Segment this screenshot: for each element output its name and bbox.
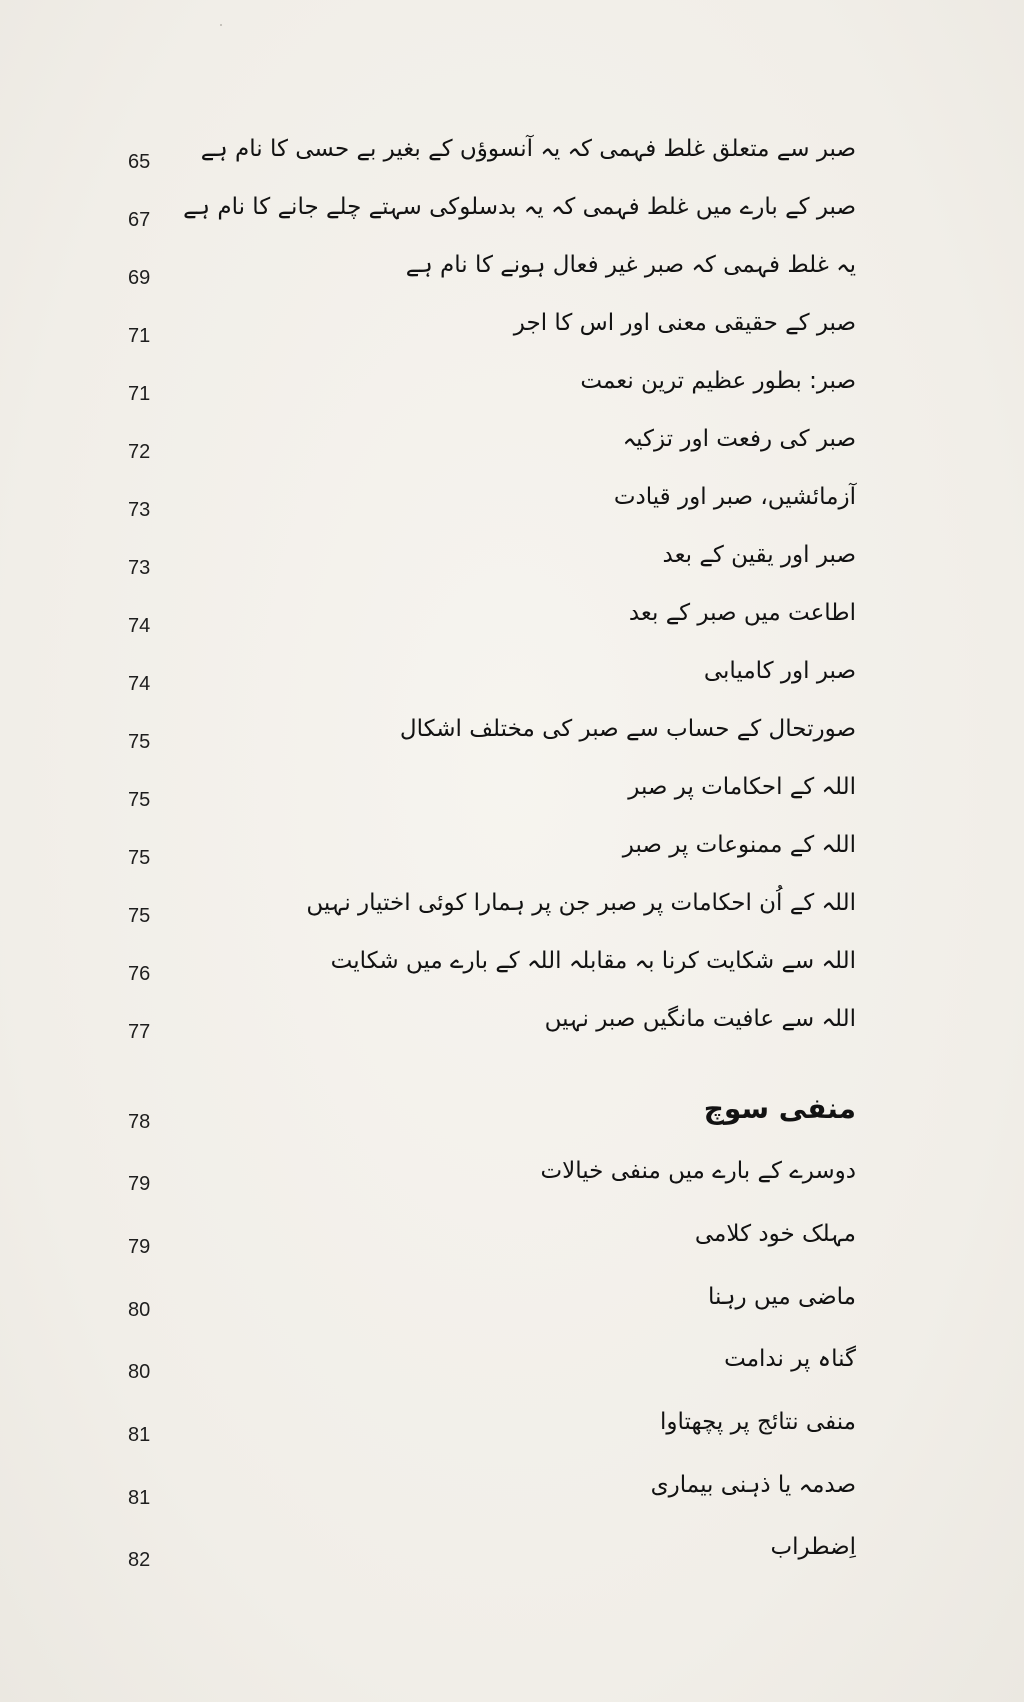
toc-entry-title: صبر کے بارے میں غلط فہمی کہ یہ بدسلوکی سہتے چلے جانے کا نام ہے — [183, 194, 856, 220]
toc-entry-page: 65 — [128, 151, 151, 173]
toc-entry-title: مہلک خود کلامی — [694, 1221, 856, 1247]
toc-entry-title: گناہ پر ندامت — [724, 1346, 856, 1372]
toc-row — [0, 1151, 1024, 1195]
toc-entry-page: 77 — [128, 1021, 151, 1043]
toc-entry-page: 72 — [128, 441, 151, 463]
toc-entry-page: 79 — [128, 1236, 151, 1258]
toc-row — [0, 129, 1024, 173]
toc-entry-title: منفی نتائج پر پچھتاوا — [660, 1409, 856, 1435]
toc-entry-page: 69 — [128, 267, 151, 289]
toc-section-heading: منفی سوچ — [703, 1092, 856, 1125]
toc-entry-page: 75 — [128, 789, 151, 811]
toc-entry-page: 74 — [128, 673, 151, 695]
toc-entry-title: اطاعت میں صبر کے بعد — [628, 600, 856, 626]
toc-entry-title: صدمہ یا ذہنی بیماری — [650, 1472, 856, 1498]
toc-entry-title: صبر اور یقین کے بعد — [662, 542, 856, 568]
toc-row — [0, 1527, 1024, 1571]
toc-entry-page: 75 — [128, 847, 151, 869]
toc-entry-page: 73 — [128, 557, 151, 579]
toc-row — [0, 303, 1024, 347]
toc-row — [0, 1339, 1024, 1383]
paper-speck — [220, 24, 222, 26]
toc-row — [0, 535, 1024, 579]
toc-row — [0, 419, 1024, 463]
toc-entry-page: 80 — [128, 1299, 151, 1321]
toc-entry-page: 71 — [128, 325, 151, 347]
toc-row — [0, 999, 1024, 1043]
toc-entry-page: 71 — [128, 383, 151, 405]
toc-row — [0, 1214, 1024, 1258]
toc-row — [0, 1277, 1024, 1321]
toc-entry-title: اللہ سے شکایت کرنا بہ مقابلہ اللہ کے بارے میں شکایت — [330, 948, 856, 974]
toc-row — [0, 1402, 1024, 1446]
toc-entry-page: 79 — [128, 1173, 151, 1195]
toc-entry-title: آزمائشیں، صبر اور قیادت — [613, 484, 856, 510]
toc-entry-page: 81 — [128, 1487, 151, 1509]
toc-row — [0, 825, 1024, 869]
toc-row — [0, 593, 1024, 637]
toc-row — [0, 651, 1024, 695]
toc-row — [0, 361, 1024, 405]
toc-entry-page: 74 — [128, 615, 151, 637]
toc-entry-title: ماضی میں رہنا — [708, 1284, 856, 1310]
toc-entry-page: 78 — [128, 1111, 151, 1133]
toc-entry-page: 75 — [128, 905, 151, 927]
toc-entry-page: 81 — [128, 1424, 151, 1446]
toc-entry-title: اللہ کے اُن احکامات پر صبر جن پر ہمارا کوئی اختیار نہیں — [306, 890, 856, 916]
toc-entry-page: 82 — [128, 1549, 151, 1571]
toc-entry-title: صبر کی رفعت اور تزکیہ — [622, 426, 856, 452]
toc-entry-title: اللہ کے احکامات پر صبر — [628, 774, 856, 800]
toc-entry-title: دوسرے کے بارے میں منفی خیالات — [540, 1158, 856, 1184]
toc-entry-title: صبر اور کامیابی — [703, 658, 856, 684]
toc-entry-page: 75 — [128, 731, 151, 753]
toc-entry-page: 76 — [128, 963, 151, 985]
toc-entry-title: صبر سے متعلق غلط فہمی کہ یہ آنسوؤں کے بغیر بے حسی کا نام ہے — [200, 136, 856, 162]
toc-entry-page: 80 — [128, 1361, 151, 1383]
toc-row — [0, 883, 1024, 927]
toc-row — [0, 477, 1024, 521]
toc-entry-title: صبر: بطور عظیم ترین نعمت — [580, 368, 856, 394]
toc-row — [0, 941, 1024, 985]
toc-entry-title: صبر کے حقیقی معنی اور اس کا اجر — [513, 310, 856, 336]
toc-entry-page: 67 — [128, 209, 151, 231]
toc-entry-title: یہ غلط فہمی کہ صبر غیر فعال ہونے کا نام ہے — [405, 252, 856, 278]
toc-entry-title: صورتحال کے حساب سے صبر کی مختلف اشکال — [399, 716, 856, 742]
toc-entry-page: 73 — [128, 499, 151, 521]
toc-row — [0, 245, 1024, 289]
toc-entry-title: اللہ سے عافیت مانگیں صبر نہیں — [544, 1006, 856, 1032]
toc-row — [0, 709, 1024, 753]
toc-entry-title: اِضطراب — [770, 1534, 856, 1560]
toc-row — [0, 187, 1024, 231]
toc-entry-title: اللہ کے ممنوعات پر صبر — [622, 832, 856, 858]
toc-row — [0, 767, 1024, 811]
toc-section-heading-row — [0, 1089, 1024, 1133]
toc-row — [0, 1465, 1024, 1509]
